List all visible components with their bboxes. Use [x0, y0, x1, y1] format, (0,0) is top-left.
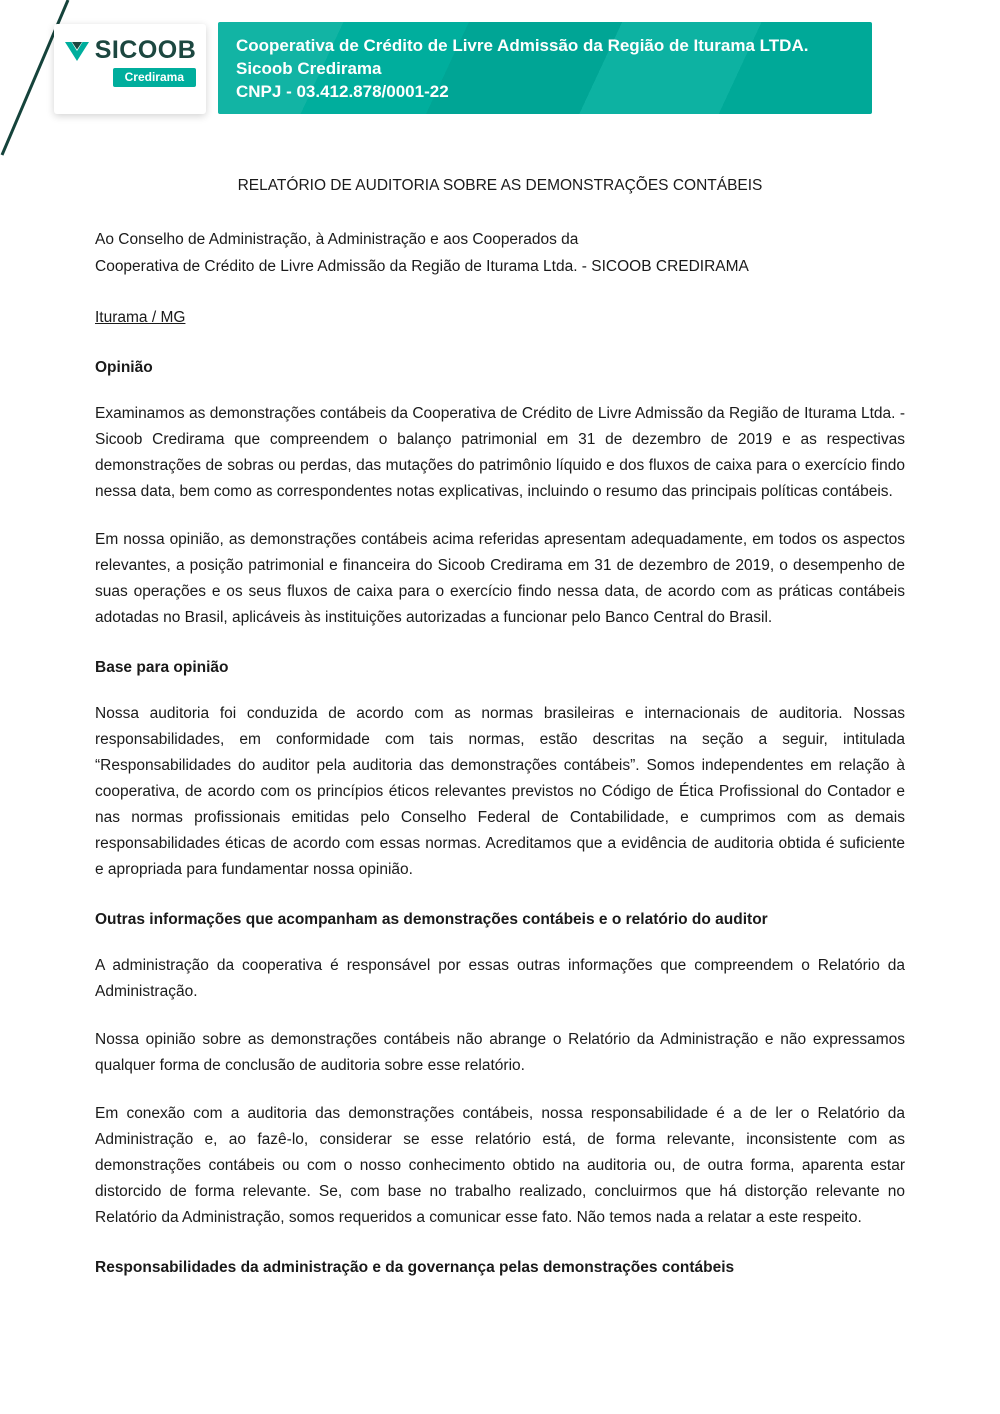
addressee-line-1: Ao Conselho de Administração, à Administração e aos Cooperados da — [95, 231, 579, 248]
heading-responsabilidades: Responsabilidades da administração e da governança pelas demonstrações contábeis — [95, 1259, 735, 1276]
paragraph-base-1: Nossa auditoria foi conduzida de acordo com as normas brasileiras e internacionais de auditoria. Nossas responsabilidades, em conformidade com tais normas, estão descritas na seção a seguir, intitulada “Responsabilidades do auditor pela auditoria das demonstrações contábeis”. Somos independentes em relação à cooperativa, de acordo com os princípios éticos relevantes previstos no Código de Ética Profissional do Contador e nas normas profissionais emitidas pelo Conselho Federal de Contabilidade, e cumprimos com as demais responsabilidades éticas de acordo com essas normas. Acreditamos que a evidência de auditoria obtida é suficiente e apropriada para fundamentar nossa opinião. — [95, 705, 905, 878]
document-content — [0, 173, 1000, 1301]
paragraph-opiniao-2: Em nossa opinião, as demonstrações contábeis acima referidas apresentam adequadamente, em todos os aspectos relevantes, a posição patrimonial e financeira do Sicoob Credirama em 31 de dezembro de 2019, o desempenho de suas operações e os seus fluxos de caixa para o exercício findo nessa data, de acordo com as práticas contábeis adotadas no Brasil, aplicáveis às instituições autorizadas a funcionar pelo Banco Central do Brasil. — [95, 531, 905, 626]
sicoob-chevron-icon — [64, 40, 90, 62]
banner-trade-name: Sicoob Credirama — [236, 59, 382, 78]
heading-base-para-opiniao: Base para opinião — [95, 659, 229, 676]
addressee-line-2: Cooperativa de Crédito de Livre Admissão da Região de Iturama Ltda. - SICOOB CREDIRAMA — [95, 258, 749, 275]
logo-sub-text: Credirama — [113, 68, 196, 87]
logo-row — [64, 38, 197, 63]
banner-cnpj: CNPJ - 03.412.878/0001-22 — [236, 82, 449, 101]
addressee-block — [95, 226, 905, 280]
document-title: RELATÓRIO DE AUDITORIA SOBRE AS DEMONSTRAÇÕES CONTÁBEIS — [237, 177, 763, 194]
page-header — [0, 0, 1000, 175]
sicoob-logo — [54, 24, 206, 114]
paragraph-opiniao-1: Examinamos as demonstrações contábeis da Cooperativa de Crédito de Livre Admissão da Região de Iturama Ltda. - Sicoob Credirama que compreendem o balanço patrimonial em 31 de dezembro de 2019 e as respectivas demonstrações de sobras ou perdas, das mutações do patrimônio líquido e dos fluxos de caixa para o exercício findo nessa data, bem como as correspondentes notas explicativas, incluindo o resumo das principais políticas contábeis. — [95, 405, 905, 500]
paragraph-outras-3: Em conexão com a auditoria das demonstrações contábeis, nossa responsabilidade é a de ler o Relatório da Administração e, ao fazê-lo, considerar se esse relatório está, de forma relevante, inconsistente com as demonstrações contábeis ou com o nosso conhecimento obtido na auditoria ou, de outra forma, aparenta estar distorcido de forma relevante. Se, com base no trabalho realizado, concluirmos que há distorção relevante no Relatório da Administração, somos requeridos a comunicar esse fato. Não temos nada a relatar a este respeito. — [95, 1105, 905, 1226]
header-banner — [218, 22, 872, 114]
paragraph-outras-2: Nossa opinião sobre as demonstrações contábeis não abrange o Relatório da Administração e não expressamos qualquer forma de conclusão de auditoria sobre esse relatório. — [95, 1031, 905, 1074]
heading-outras-informacoes: Outras informações que acompanham as demonstrações contábeis e o relatório do auditor — [95, 911, 768, 928]
heading-opiniao: Opinião — [95, 359, 153, 376]
paragraph-outras-1: A administração da cooperativa é responsável por essas outras informações que compreendem o Relatório da Administração. — [95, 957, 905, 1000]
banner-coop-name: Cooperativa de Crédito de Livre Admissão da Região de Iturama LTDA. — [236, 36, 809, 55]
logo-brand-text: SICOOB — [94, 36, 197, 64]
location-line: Iturama / MG — [95, 309, 186, 326]
